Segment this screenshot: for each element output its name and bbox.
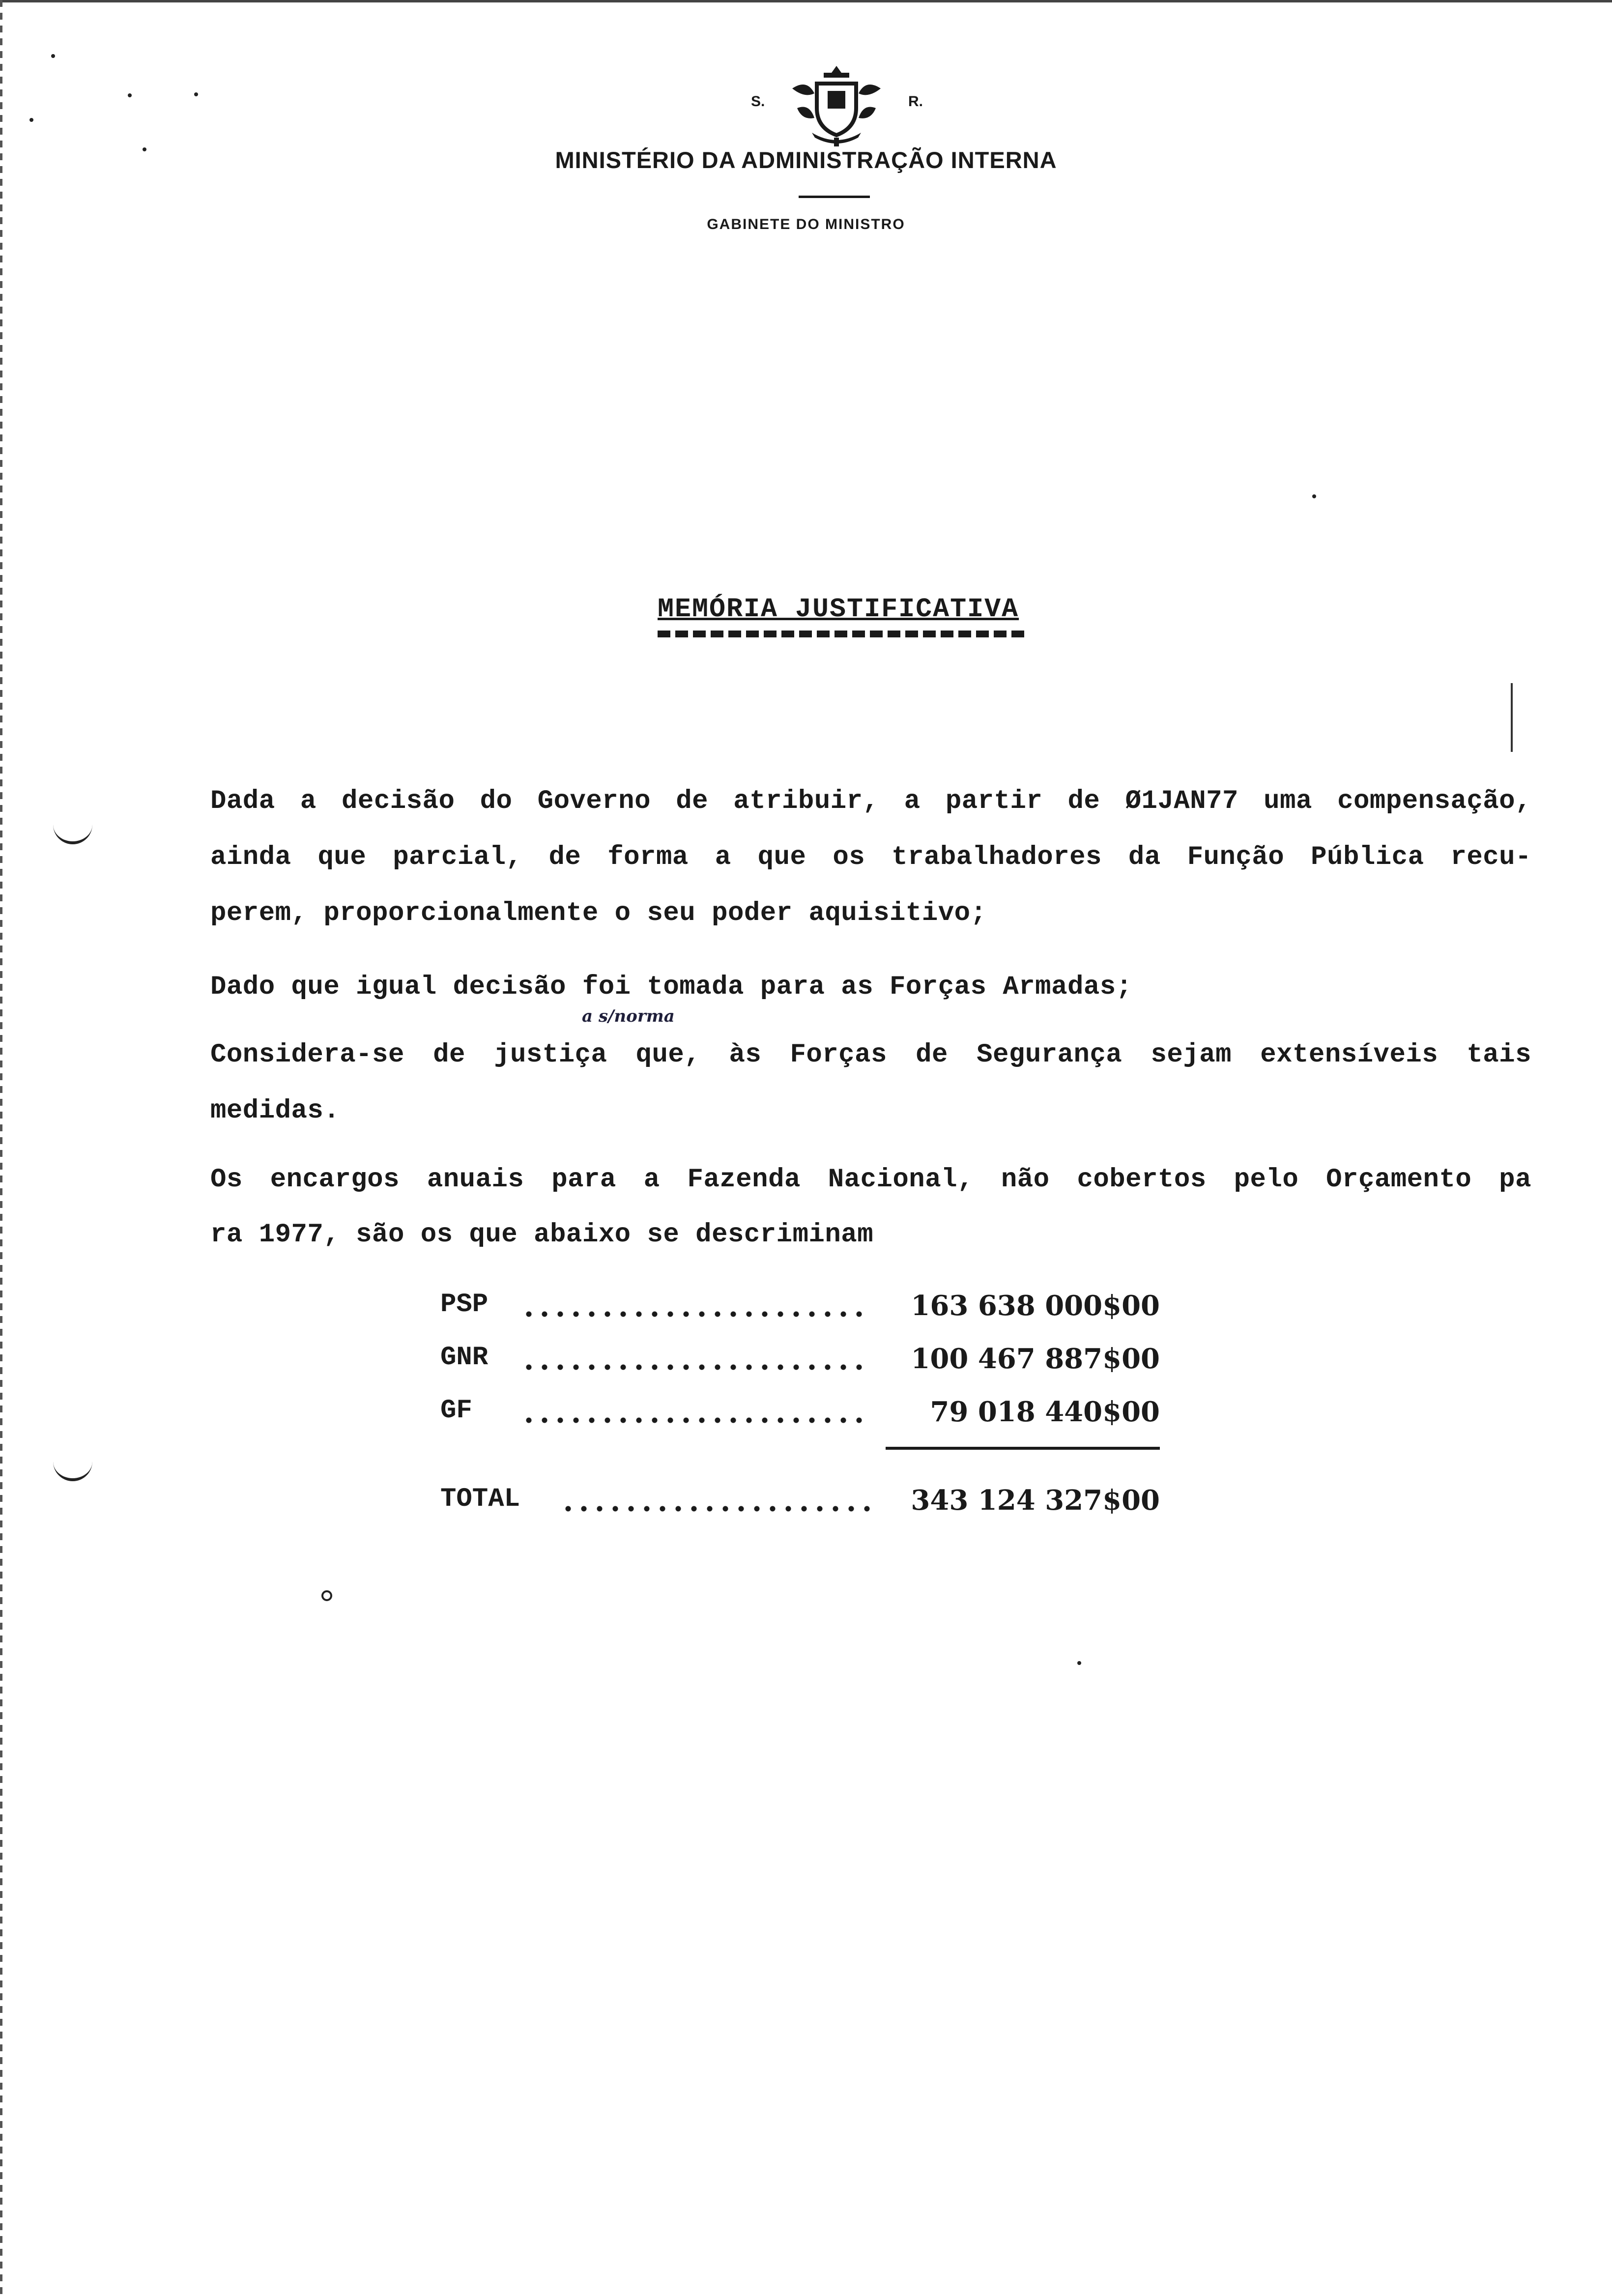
page-top-edge bbox=[0, 0, 1612, 2]
page-left-edge bbox=[0, 0, 2, 2296]
paragraph-3-line-2: medidas. bbox=[210, 1096, 340, 1126]
sum-rule bbox=[886, 1447, 1160, 1450]
coat-of-arms-icon bbox=[782, 64, 891, 147]
dot-leader bbox=[560, 1506, 870, 1512]
margin-mark bbox=[1511, 683, 1513, 752]
paragraph-2: Dado que igual decisão foi tomada para as Forças Armadas; bbox=[210, 972, 1132, 1002]
expense-label: GF bbox=[440, 1396, 472, 1426]
punch-hole-mark bbox=[53, 822, 92, 844]
letterhead-left-letter: S. bbox=[751, 93, 765, 110]
letterhead bbox=[0, 64, 1612, 241]
cabinet-name: GABINETE DO MINISTRO bbox=[707, 216, 905, 232]
expense-amount: 100 467 887$00 bbox=[911, 1343, 1160, 1375]
expense-amount: 163 638 000$00 bbox=[911, 1290, 1160, 1322]
handwritten-insertion: a s/norma bbox=[582, 1006, 675, 1026]
ministry-name: MINISTÉRIO DA ADMINISTRAÇÃO INTERNA bbox=[555, 147, 1057, 173]
expense-row-gf bbox=[440, 1396, 1160, 1435]
scan-speck bbox=[194, 92, 198, 96]
scan-speck bbox=[321, 1590, 332, 1601]
paragraph-1-line-3: perem, proporcionalmente o seu poder aquisitivo; bbox=[210, 898, 987, 928]
total-amount: 343 124 327$00 bbox=[911, 1484, 1160, 1517]
punch-hole-mark bbox=[53, 1459, 92, 1481]
paragraph-4-line-1: Os encargos anuais para a Fazenda Nacional, não cobertos pelo Orçamento pa bbox=[210, 1165, 1531, 1195]
expense-label: GNR bbox=[440, 1343, 489, 1373]
scan-speck bbox=[128, 93, 132, 97]
header-divider bbox=[799, 196, 870, 198]
paragraph-4-line-2: ra 1977, são os que abaixo se descriminam bbox=[210, 1220, 874, 1250]
expense-row-psp bbox=[440, 1290, 1160, 1329]
scan-speck bbox=[1312, 494, 1316, 498]
total-label: TOTAL bbox=[440, 1484, 520, 1514]
paragraph-3-line-1: Considera-se de justiça que, às Forças de Segurança sejam extensíveis tais bbox=[210, 1040, 1531, 1070]
scan-speck bbox=[1077, 1661, 1081, 1665]
expense-label: PSP bbox=[440, 1290, 489, 1320]
expense-amount: 79 018 440$00 bbox=[930, 1396, 1160, 1428]
dot-leader bbox=[521, 1417, 870, 1423]
scan-speck bbox=[51, 54, 55, 58]
scan-speck bbox=[143, 147, 146, 151]
dot-leader bbox=[521, 1364, 870, 1370]
paragraph-1-line-2: ainda que parcial, de forma a que os trabalhadores da Função Pública recu- bbox=[210, 842, 1531, 872]
expense-total-row bbox=[440, 1484, 1160, 1523]
title-double-underline bbox=[658, 631, 1029, 637]
letterhead-right-letter: R. bbox=[908, 93, 923, 110]
expense-row-gnr bbox=[440, 1343, 1160, 1382]
paragraph-1-line-1: Dada a decisão do Governo de atribuir, a partir de Ø1JAN77 uma compensação, bbox=[210, 786, 1531, 816]
document-title: MEMÓRIA JUSTIFICATIVA bbox=[658, 594, 1019, 625]
dot-leader bbox=[521, 1311, 870, 1317]
scan-speck bbox=[29, 118, 33, 122]
